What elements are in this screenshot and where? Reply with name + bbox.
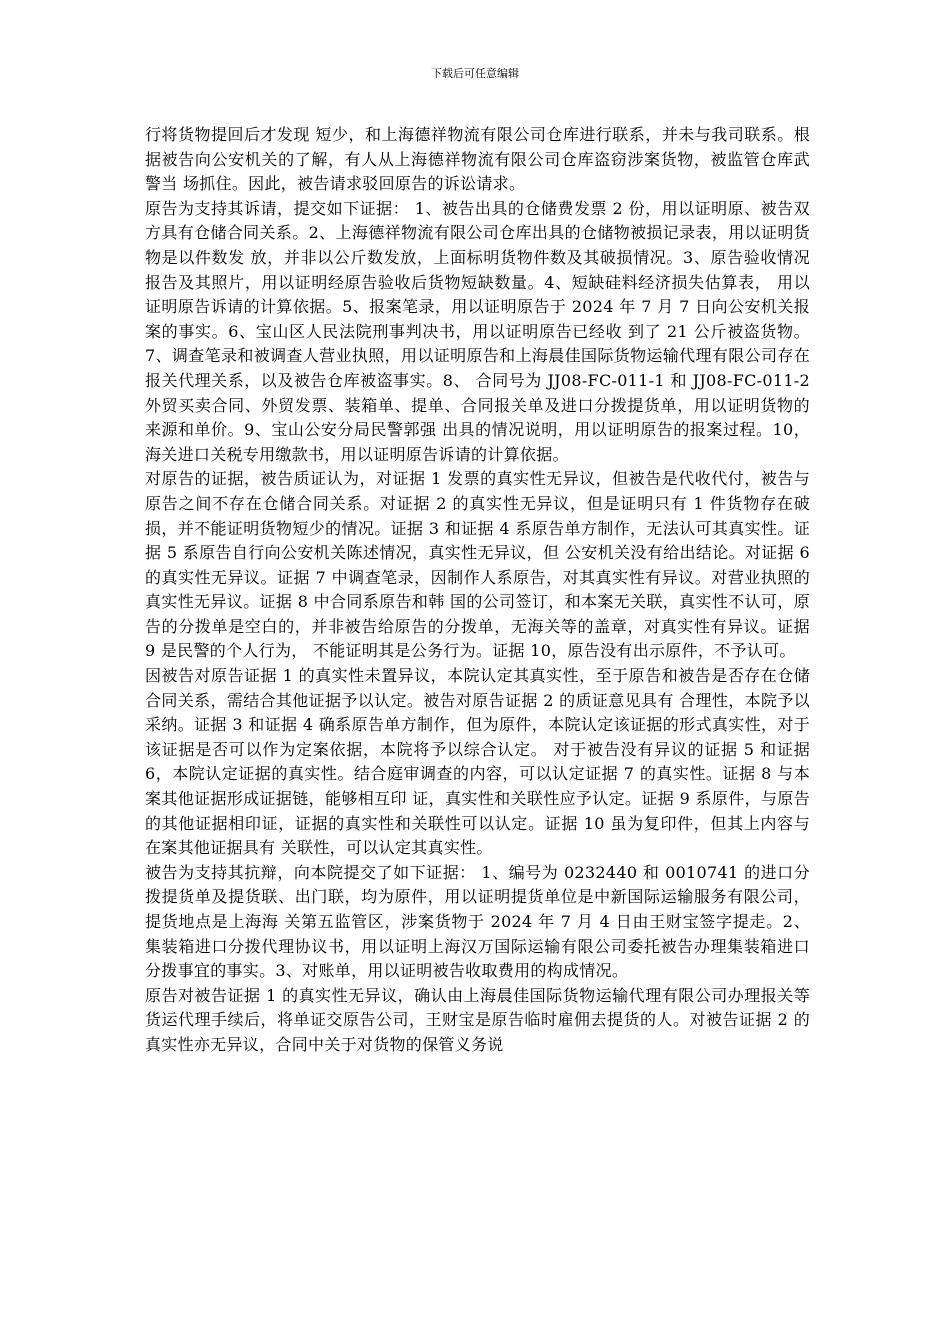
paragraph-defendant-cross-examination: 对原告的证据，被告质证认为，对证据 1 发票的真实性无异议，但被告是代收代付，被告与原告之间不存在仓储合同关系。对证据 2 的真实性无异议，但是证明只有 1 件货物存在破损，并不能证明货物短少的情况。证据 3 和证据 4 系原告单方制作，无法认可其真实性。证据 5 系原告自行向公安机关陈述情况，真实性无异议，但 公安机关没有给出结论。对证据 6 的真实性无异议。证据 7 中调查笔录，因制作人系原告，对其真实性有异议。对营业执照的真实性无异议。证据 8 中合同系原告和韩 国的公司签订，和本案无关联，真实性不认可，原告的分拨单是空白的，并非被告给原告的分拨单，无海关等的盖章，对真实性有异议。证据 9 是民警的个人行为， 不能证明其是公务行为。证据 10，原告没有出示原件，不予认可。 — [145, 469, 810, 661]
document-body — [145, 123, 810, 1058]
paragraph-defendant-evidence: 被告为支持其抗辩，向本院提交了如下证据： 1、编号为 0232440 和 0010741 的进口分拨提货单及提货联、出门联，均为原件，用以证明提货单位是中新国际运输服务有限公司，提货地点是上海海 关第五监管区，涉案货物于 2024 年 7 月 4 日由王财宝签字提走。2、集装箱进口分拨代理协议书，用以证明上海汉万国际运输有限公司委托被告办理集装箱进口 分拨事宜的事实。3、对账单，用以证明被告收取费用的构成情况。 — [145, 862, 810, 981]
paragraph-defendant-argument: 行将货物提回后才发现 短少，和上海德祥物流有限公司仓库进行联系，并未与我司联系。根据被告向公安机关的了解，有人从上海德祥物流有限公司仓库盗窃涉案货物，被监管仓库武警当 场抓住。因此，被告请求驳回原告的诉讼请求。 — [145, 125, 810, 194]
paragraph-court-finding: 因被告对原告证据 1 的真实性未置异议，本院认定其真实性，至于原告和被告是否存在仓储合同关系，需结合其他证据予以认定。被告对原告证据 2 的质证意见具有 合理性，本院予以采纳。证据 3 和证据 4 确系原告单方制作，但为原件，本院认定该证据的形式真实性，对于该证据是否可以作为定案依据，本院将予以综合认定。 对于被告没有异议的证据 5 和证据 6，本院认定证据的真实性。结合庭审调查的内容，可以认定证据 7 的真实性。证据 8 与本案其他证据形成证据链，能够相互印 证，真实性和关联性应予认定。证据 9 系原件，与原告的其他证据相印证，证据的真实性和关联性可以认定。证据 10 虽为复印件，但其上内容与在案其他证据具有 关联性，可以认定其真实性。 — [145, 666, 810, 858]
paragraph-plaintiff-evidence: 原告为支持其诉请，提交如下证据： 1、被告出具的仓储费发票 2 份，用以证明原、被告双方具有仓储合同关系。2、上海德祥物流有限公司仓库出具的仓储物被损记录表，用以证明货物是以件数发 放，并非以公斤数发放，上面标明货物件数及其破损情况。3、原告验收情况报告及其照片，用以证明经原告验收后货物短缺数量。4、短缺硅料经济损失估算表， 用以证明原告诉请的计算依据。5、报案笔录，用以证明原告于 2024 年 7 月 7 日向公安机关报案的事实。6、宝山区人民法院刑事判决书，用以证明原告已经收 到了 21 公斤被盗货物。7、调查笔录和被调查人营业执照，用以证明原告和上海晨佳国际货物运输代理有限公司存在报关代理关系，以及被告仓库被盗事实。8、 合同号为 JJ08-FC-011-1 和 JJ08-FC-011-2 外贸买卖合同、外贸发票、装箱单、提单、合同报关单及进口分拨提货单，用以证明货物的来源和单价。9、宝山公安分局民警郭强 出具的情况说明，用以证明原告的报案过程。10，海关进口关税专用缴款书，用以证明原告诉请的计算依据。 — [145, 198, 810, 464]
paragraph-plaintiff-cross-examination: 原告对被告证据 1 的真实性无异议，确认由上海晨佳国际货物运输代理有限公司办理报关等货运代理手续后，将单证交原告公司，王财宝是原告临时雇佣去提货的人。对被告证据 2 的真实性亦无异议，合同中关于对货物的保管义务说 — [145, 985, 810, 1054]
page-header: 下载后可任意编辑 — [431, 67, 519, 80]
